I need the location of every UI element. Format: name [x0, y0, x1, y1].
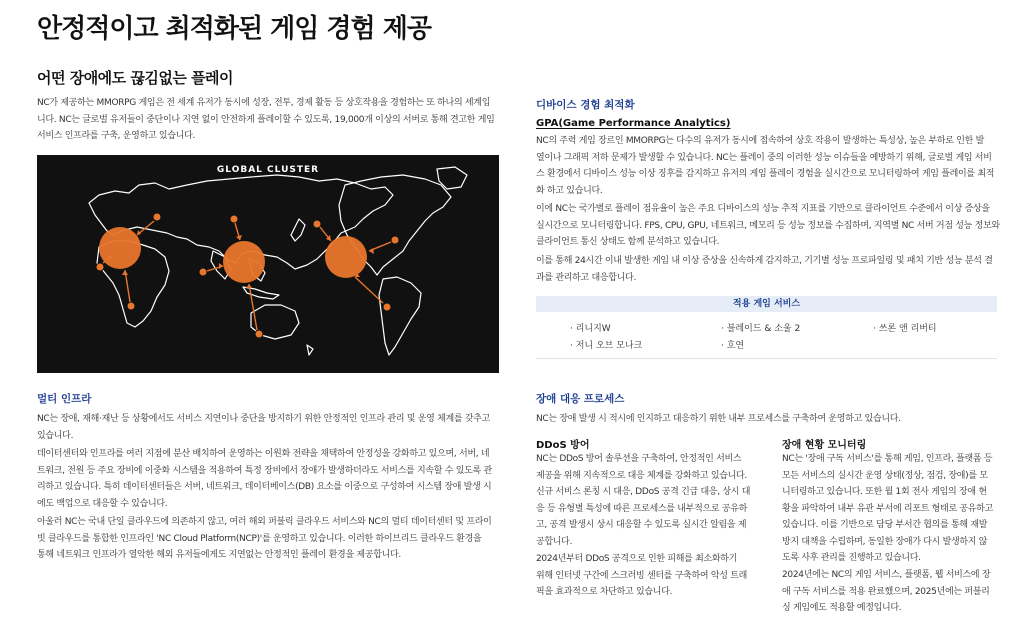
text-line: 모든 서비스의 실시간 운영 상태(정상, 점검, 장애)를 모 — [782, 470, 988, 481]
play-description — [37, 95, 507, 145]
text-line: 있습니다. — [37, 430, 74, 441]
text-line: 스 환경에서 디바이스 성능 이상 징후를 감지하고 유저의 게임 플레이 경험을 실시간으로 모니터링하여 게임 플레이를 최적 — [536, 169, 995, 179]
text-line: 리하고 있습니다. 특히 데이터센터들은 서버, 네트워크, 데이터베이스(DB) 요소를 이중으로 구성하여 시스템 장애 발생 시 — [37, 482, 492, 492]
text-line: 과를 관리하고 대응합니다. — [536, 272, 637, 283]
page-title: 안정적이고 최적화된 게임 경험 제공 — [37, 14, 431, 44]
play-desc-line: 니다. NC는 글로벌 유저들이 중단이나 지연 없이 안전하게 플레이할 수 있도록, 19,000개 이상의 서버로 통해 견고한 게임 — [37, 114, 495, 125]
device-section-title: 디바이스 경험 최적화 — [536, 99, 635, 111]
text-line: 이를 통해 24시간 이내 발생한 게임 내 이상 증상을 신속하게 감지하고, 기기별 성능 프로파일링 및 패치 기반 성능 분석 결 — [536, 256, 993, 266]
text-line: NC는 '장애 구독 서비스'를 통해 게임, 인프라, 플랫폼 등 — [782, 454, 993, 464]
play-section-title: 어떤 장애에도 끊김없는 플레이 — [37, 69, 234, 87]
game-item: · 블레이드 & 소울 2 — [721, 324, 801, 334]
infra-section-title: 멀티 인프라 — [37, 393, 92, 405]
text-line: 2024년에는 NC의 게임 서비스, 플랫폼, 웹 서비스에 장 — [782, 570, 991, 580]
text-line: 공합니다. — [536, 536, 573, 547]
text-line: 화 하고 있습니다. — [536, 185, 603, 196]
text-line: 위해 인터넷 구간에 스크러빙 센터를 구축하여 악성 트래 — [536, 570, 747, 581]
text-line: 빗 클라우드를 통합한 인프라인 'NC Cloud Platform(NCP)'를 운영하고 있습니다. 이러한 하이브리드 클라우드 환경을 — [37, 533, 482, 544]
device-paragraph-1 — [536, 133, 1006, 199]
device-paragraph-3 — [536, 253, 1006, 286]
text-line: 데이터센터와 인프라를 여러 지점에 분산 배치하여 운영하는 이원화 전략을 채택하여 안정성을 강화하고 있으며, 서버, 네 — [37, 449, 490, 459]
map-label: GLOBAL CLUSTER — [216, 165, 320, 175]
infra-paragraph-3 — [37, 514, 507, 564]
text-line: 애 구독 서비스를 적용 완료했으며, 2025년에는 퍼블리 — [782, 586, 990, 597]
text-line: 픽을 효과적으로 차단하고 있습니다. — [536, 587, 673, 597]
text-line: 클라이언트 통신 상태도 함께 분석하고 있습니다. — [536, 237, 720, 247]
text-line: 황을 파악하여 내부 유관 부서에 리포트 형태로 공유하고 — [782, 503, 993, 514]
gpa-title: GPA(Game Performance Analytics) — [536, 118, 731, 129]
ddos-paragraph-2 — [536, 551, 758, 601]
text-line: 실시간으로 모니터링합니다. FPS, CPU, GPU, 네트워크, 메모리 등 성능 정보를 수집하며, 지역별 NC 서버 거점 성능 정보와 — [536, 220, 1000, 231]
text-line: 에도 백업으로 대응할 수 있습니다. — [37, 498, 168, 509]
monitoring-paragraph-1 — [782, 451, 1004, 567]
applied-games-header: 적용 게임 서비스 — [536, 296, 997, 312]
text-line: NC의 주력 게임 장르인 MMORPG는 다수의 유저가 동시에 접속하여 상호 작용이 발생하는 특성상, 높은 부하로 인한 발 — [536, 136, 984, 146]
text-line: 고, 공격 발생시 상시 대응할 수 있도록 실시간 알림을 제 — [536, 520, 747, 530]
text-line: 응 등 유형별 특성에 따른 프로세스를 내부적으로 공유하 — [536, 503, 747, 514]
infra-paragraph-2 — [37, 446, 507, 512]
text-line: 통해 네트워크 인프라가 열악한 해외 유저들에게도 지연없는 안정적인 플레이 환경을 제공합니다. — [37, 550, 401, 560]
text-line: NC는 DDoS 방어 솔루션을 구축하여, 안정적인 서비스 — [536, 454, 742, 464]
incident-intro: NC는 장애 발생 시 적시에 인지하고 대응하기 위한 내부 프로세스를 구축하여 운영하고 있습니다. — [536, 414, 901, 424]
text-line: 니터링하고 있습니다. 또한 월 1회 전사 게임의 장애 현 — [782, 487, 987, 497]
text-line: 아울러 NC는 국내 단일 클라우드에 의존하지 않고, 여러 해외 퍼블릭 클라우드 서비스와 NC의 멀티 데이터센터 및 프라이 — [37, 517, 492, 527]
text-line: 도록 사후 관리를 진행하고 있습니다. — [782, 553, 921, 563]
game-item: · 호연 — [721, 341, 745, 351]
text-line: 싱 게임에도 적용할 예정입니다. — [782, 603, 902, 613]
ddos-title: DDoS 방어 — [536, 440, 590, 451]
monitoring-paragraph-2 — [782, 567, 1004, 617]
incident-section-title: 장애 대응 프로세스 — [536, 393, 625, 405]
text-line: 방지 대책을 수립하며, 동일한 장애가 다시 발생하지 않 — [782, 536, 988, 547]
text-line: NC는 장애, 재해·재난 등 상황에서도 서비스 지연이나 중단을 방지하기 위한 안정적인 인프라 관리 및 운영 체계를 갖추고 — [37, 414, 491, 424]
game-item: · 쓰론 앤 리버티 — [873, 324, 937, 334]
text-line: 트워크, 전원 등 주요 장비에 이중화 시스템을 적용하여 특정 장비에서 장애가 발생하더라도 서비스를 지속할 수 있도록 관 — [37, 465, 492, 476]
text-line: 2024년부터 DDoS 공격으로 인한 피해를 최소화하기 — [536, 554, 738, 564]
infra-paragraph-1 — [37, 411, 507, 444]
text-line: 열이나 그래픽 저하 문제가 발생할 수 있습니다. NC는 플레이 중의 이러한 성능 이슈들을 예방하기 위해, 글로벌 게임 서비 — [536, 152, 992, 163]
continents — [89, 167, 467, 355]
text-line: 신규 서비스 론칭 시 대응, DDoS 공격 긴급 대응, 상시 대 — [536, 487, 751, 497]
game-item: · 리니지W — [570, 324, 611, 334]
text-line: 있습니다. 이를 기반으로 담당 부서간 협의를 통해 재발 — [782, 520, 988, 530]
play-desc-line: NC가 제공하는 MMORPG 게임은 전 세계 유저가 동시에 성장, 전투, 경제 활동 등 상호작용을 경험하는 또 하나의 세계입 — [37, 98, 491, 108]
global-cluster-map — [37, 155, 499, 373]
world-map-graphic — [37, 155, 499, 373]
device-paragraph-2 — [536, 201, 1006, 251]
ddos-paragraph-1 — [536, 451, 758, 550]
play-desc-line: 서비스 인프라를 구축, 운영하고 있습니다. — [37, 131, 196, 141]
text-line: 제공을 위해 지속적으로 대응 체계를 강화하고 있습니다. — [536, 470, 747, 481]
game-item: · 저니 오브 모나크 — [570, 341, 643, 351]
text-line: 이에 NC는 국가별로 플레이 점유율이 높은 주요 디바이스의 성능 추적 지표를 기반으로 클라이언트 수준에서 이상 증상을 — [536, 204, 990, 214]
monitoring-title: 장애 현황 모니터링 — [782, 440, 867, 451]
applied-games-list — [536, 318, 997, 359]
